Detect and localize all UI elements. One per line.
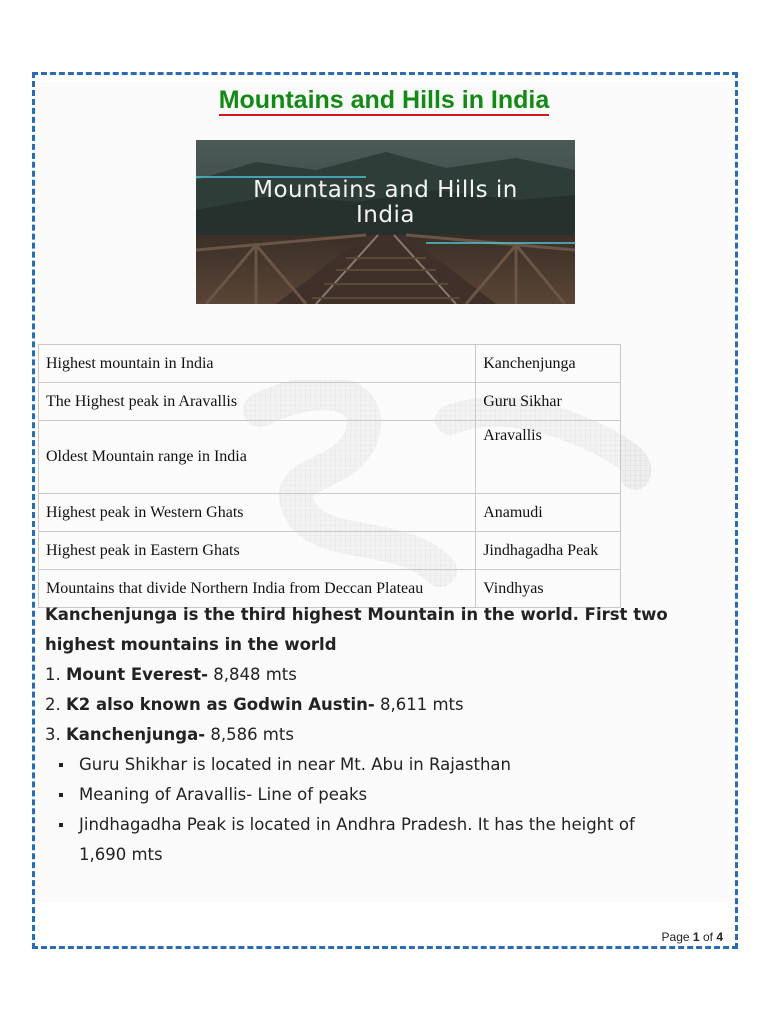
table-cell-label: Mountains that divide Northern India from Deccan Plateau <box>39 570 476 608</box>
ranked-name: K2 also known as Godwin Austin- <box>66 695 375 714</box>
table-row <box>39 345 621 383</box>
table-cell-value: Aravallis <box>476 421 621 494</box>
ranked-item <box>45 660 725 690</box>
banner-caption-line: India <box>356 202 415 228</box>
body-content <box>45 600 725 870</box>
table-cell-label: The Highest peak in Aravallis <box>39 383 476 421</box>
ranked-item <box>45 690 725 720</box>
ranked-number: 1. <box>45 665 61 684</box>
total-pages: 4 <box>716 930 723 944</box>
table-cell-label: Oldest Mountain range in India <box>39 421 476 494</box>
ranked-number: 3. <box>45 725 61 744</box>
bullet-item: Jindhagadha Peak is located in Andhra Pradesh. It has the height of 1,690 mts <box>45 810 725 870</box>
table-cell-label: Highest peak in Eastern Ghats <box>39 532 476 570</box>
table-cell-value: Anamudi <box>476 494 621 532</box>
table-cell-value: Guru Sikhar <box>476 383 621 421</box>
table-row <box>39 421 621 494</box>
of-word: of <box>702 930 713 944</box>
ranked-height: 8,848 mts <box>213 665 297 684</box>
bullet-item: Meaning of Aravallis- Line of peaks <box>45 780 725 810</box>
bullet-list <box>45 750 725 870</box>
ranked-name: Kanchenjunga- <box>66 725 206 744</box>
bullet-item: Guru Shikhar is located in near Mt. Abu in Rajasthan <box>45 750 725 780</box>
ranked-height: 8,586 mts <box>210 725 294 744</box>
mountain-facts-table <box>38 344 621 608</box>
table-row <box>39 494 621 532</box>
table-row <box>39 532 621 570</box>
table-cell-label: Highest mountain in India <box>39 345 476 383</box>
ranked-item <box>45 720 725 750</box>
table-cell-value: Kanchenjunga <box>476 345 621 383</box>
banner-caption <box>196 178 575 228</box>
ranked-name: Mount Everest- <box>66 665 208 684</box>
table-cell-value: Jindhagadha Peak <box>476 532 621 570</box>
banner-image <box>196 140 575 304</box>
current-page: 1 <box>692 930 700 944</box>
page-word: Page <box>661 930 690 944</box>
table-cell-label: Highest peak in Western Ghats <box>39 494 476 532</box>
page-number <box>662 930 723 944</box>
table-row <box>39 383 621 421</box>
ranked-number: 2. <box>45 695 61 714</box>
table-cell-value: Vindhyas <box>476 570 621 608</box>
ranked-height: 8,611 mts <box>380 695 464 714</box>
banner-caption-line: Mountains and Hills in <box>253 177 518 203</box>
lead-paragraph: Kanchenjunga is the third highest Mountain in the world. First two highest mountains in the world <box>45 605 668 654</box>
page-title: Mountains and Hills in India <box>218 86 550 114</box>
